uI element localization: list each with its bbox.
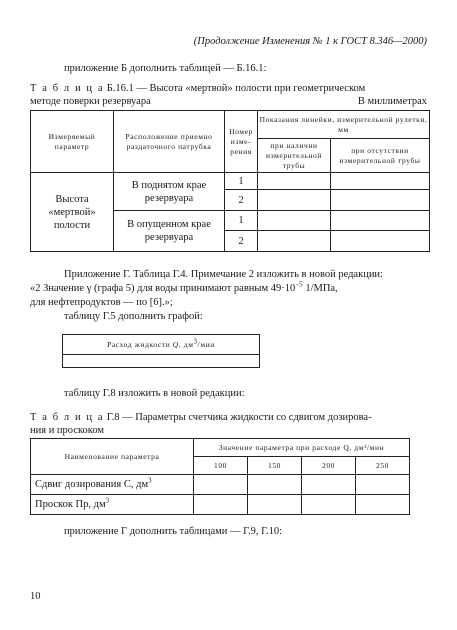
flow-rate-symbol: Q bbox=[172, 339, 179, 349]
gamma-unit: 1/МПа, bbox=[302, 283, 338, 294]
col-value-header: Значение параметра при расходе Q, дм³/мин bbox=[194, 439, 410, 457]
col-number-header: Номер изме-рения bbox=[225, 111, 258, 173]
table-b16-caption-line1 bbox=[30, 82, 365, 95]
value-cell bbox=[331, 231, 430, 252]
table-g8-caption-line1 bbox=[30, 411, 372, 424]
flow-200: 200 bbox=[302, 457, 356, 475]
paragraph-petroleum: для нефтепродуктов — по [6].»; bbox=[30, 297, 173, 308]
table-g8-caption-line2: ния и проскоком bbox=[30, 425, 105, 436]
table-b16-caption-prefix: Т а б л и ц а bbox=[30, 83, 105, 94]
row-dosing-shift bbox=[31, 475, 194, 495]
param-dead-cavity: Высота «мертвой» полости bbox=[31, 173, 114, 252]
gamma-exponent: −5 bbox=[295, 280, 303, 289]
measure-number: 1 bbox=[225, 173, 258, 190]
flow-150: 150 bbox=[248, 457, 302, 475]
flow-100: 100 bbox=[194, 457, 248, 475]
page-number: 10 bbox=[30, 591, 41, 602]
gamma-text: «2 Значение γ (графа 5) для воды принимают равным 49·10 bbox=[30, 283, 296, 294]
table-g8-caption-prefix: Т а б л и ц а bbox=[30, 412, 105, 423]
paragraph-table-g8: таблицу Г.8 изложить в новой редакции: bbox=[64, 388, 245, 399]
table-b16-caption-line2: методе поверки резервуара bbox=[30, 96, 151, 107]
flow-rate-unit: , дм bbox=[178, 339, 194, 349]
value-cell bbox=[248, 475, 302, 495]
value-cell bbox=[331, 190, 430, 211]
flow-rate-unit-exponent: 3 bbox=[193, 337, 198, 345]
paragraph-table-g5: таблицу Г.5 дополнить графой: bbox=[64, 311, 203, 322]
flow-rate-unit-per-min: /мин bbox=[197, 339, 215, 349]
measure-number: 1 bbox=[225, 211, 258, 231]
measure-number: 2 bbox=[225, 231, 258, 252]
measure-number: 2 bbox=[225, 190, 258, 211]
table-b16-caption-text: Б.16.1 — Высота «мертвой» полости при геометрическом bbox=[106, 83, 366, 94]
flow-rate-label: Расход жидкости bbox=[107, 339, 173, 349]
value-cell bbox=[194, 475, 248, 495]
value-cell bbox=[194, 495, 248, 515]
value-cell bbox=[331, 211, 430, 231]
value-cell bbox=[258, 231, 331, 252]
flow-rate-header bbox=[63, 335, 260, 355]
page-header: (Продолжение Изменения № 1 к ГОСТ 8.346—2000) bbox=[193, 36, 427, 47]
value-cell bbox=[258, 173, 331, 190]
value-cell bbox=[258, 190, 331, 211]
col-without-tube-header: при отсутствии измерительной трубы bbox=[331, 139, 430, 173]
value-cell bbox=[258, 211, 331, 231]
overrun-label: Проскок Пр, дм bbox=[35, 499, 106, 510]
paragraph-appendix-b: приложение Б дополнить таблицей — Б.16.1: bbox=[64, 63, 267, 74]
table-g5-column bbox=[62, 334, 260, 368]
col-parameter-name-header: Наименование параметра bbox=[31, 439, 194, 475]
table-g8 bbox=[30, 438, 410, 515]
table-b16-units: В миллиметрах bbox=[357, 96, 427, 107]
paragraph-appendix-g-note: Приложение Г. Таблица Г.4. Примечание 2 изложить в новой редакции: bbox=[64, 269, 383, 280]
overrun-unit-exponent: 3 bbox=[105, 496, 110, 505]
row-overrun bbox=[31, 495, 194, 515]
position-raised: В поднятом крае резервуара bbox=[114, 173, 225, 211]
position-lowered: В опущенном крае резервуара bbox=[114, 211, 225, 252]
dosing-shift-label: Сдвиг дозирования С, дм bbox=[35, 479, 149, 490]
col-readings-header: Показания линейки, измерительной рулетки, мм bbox=[258, 111, 430, 139]
col-with-tube-header: при наличии измерительной трубы bbox=[258, 139, 331, 173]
col-position-header: Расположение приемно раздаточного патрубка bbox=[114, 111, 225, 173]
table-b16 bbox=[30, 110, 430, 252]
paragraph-appendix-g-tables: приложение Г дополнить таблицами — Г.9, Г.10: bbox=[64, 526, 283, 537]
value-cell bbox=[302, 475, 356, 495]
col-parameter-header: Измеряемый параметр bbox=[31, 111, 114, 173]
value-cell bbox=[248, 495, 302, 515]
table-g8-caption-text: Г.8 — Параметры счетчика жидкости со сдвигом дозирова- bbox=[106, 412, 372, 423]
flow-rate-cell bbox=[63, 355, 260, 368]
value-cell bbox=[331, 173, 430, 190]
value-cell bbox=[356, 495, 410, 515]
flow-250: 250 bbox=[356, 457, 410, 475]
value-cell bbox=[302, 495, 356, 515]
paragraph-gamma-value bbox=[30, 282, 338, 295]
dosing-shift-unit-exponent: 3 bbox=[148, 476, 152, 485]
value-cell bbox=[356, 475, 410, 495]
